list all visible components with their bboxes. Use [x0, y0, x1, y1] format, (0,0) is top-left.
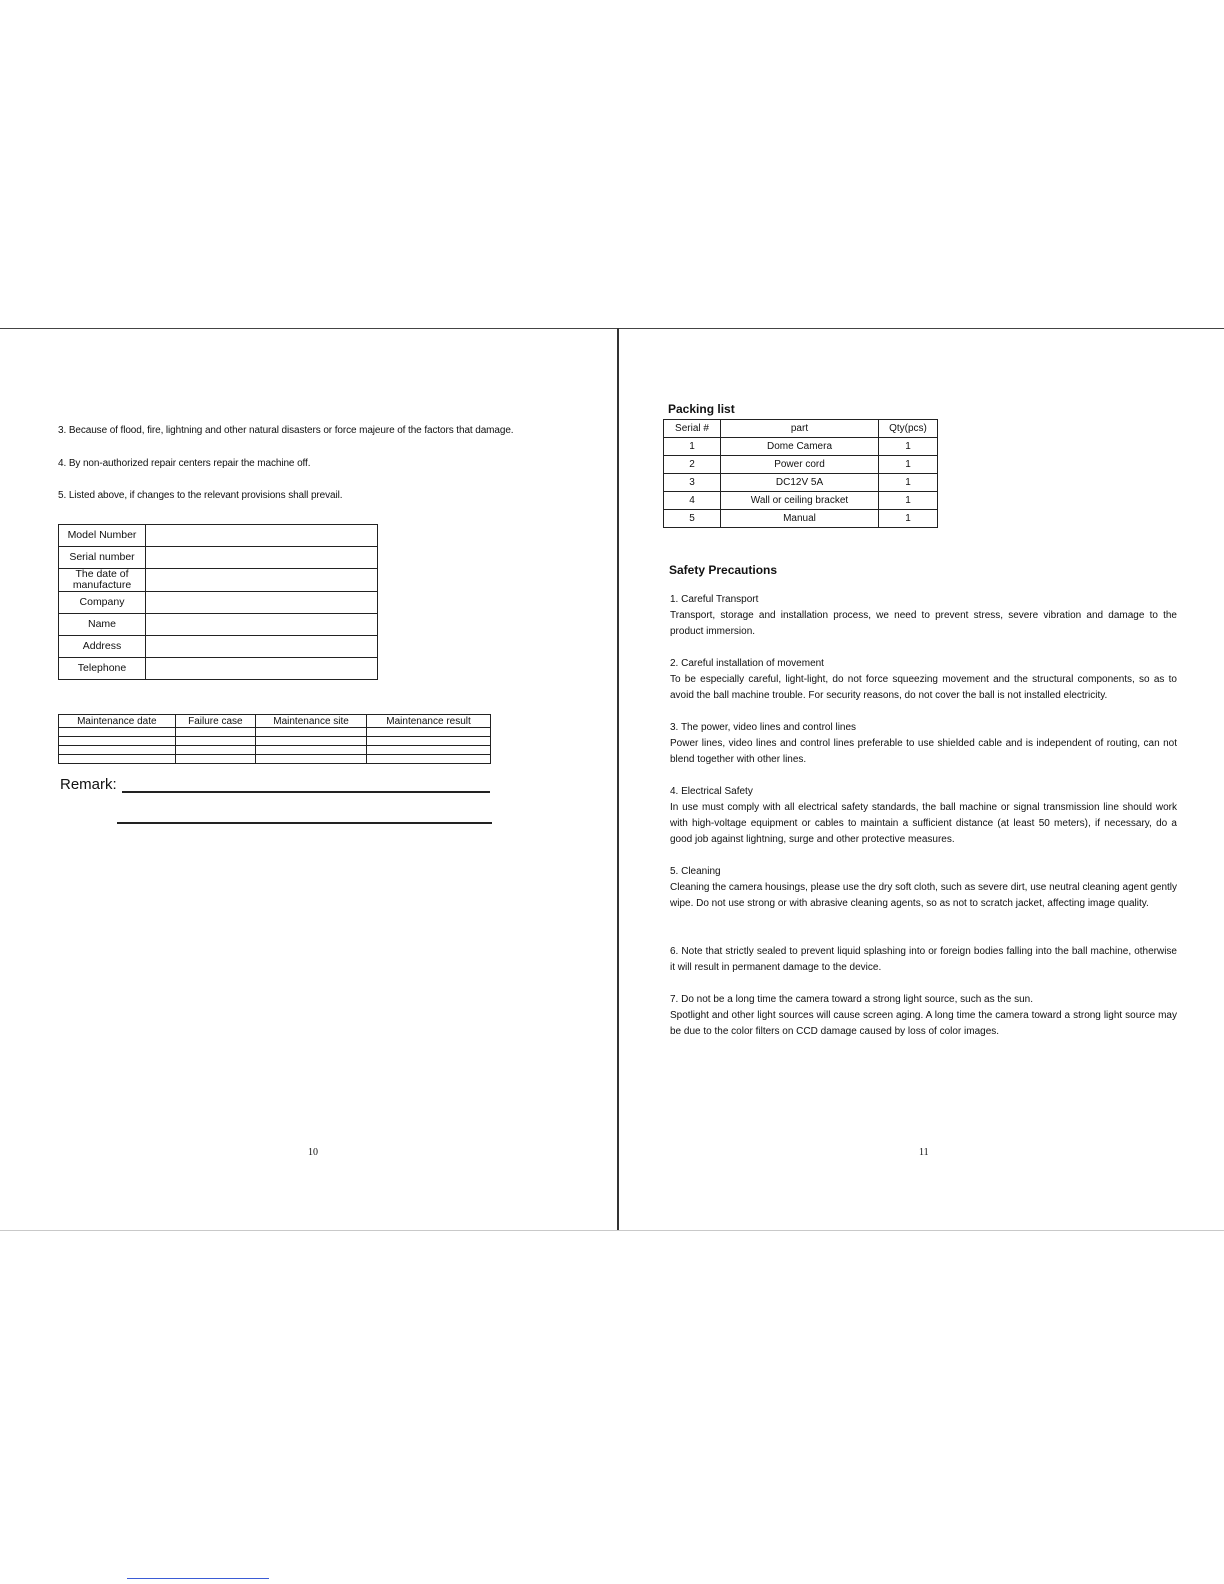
table-row [59, 755, 491, 764]
packing-list-title: Packing list [668, 402, 735, 416]
table-cell[interactable] [367, 728, 491, 737]
table-cell: 1 [664, 438, 721, 456]
column-header: Qty(pcs) [879, 420, 938, 438]
safety-item-heading: 1. Careful Transport [670, 594, 759, 605]
field-value-cell[interactable] [146, 547, 378, 569]
table-cell: 1 [879, 510, 938, 528]
safety-item [670, 720, 1177, 768]
remark-label: Remark: [60, 776, 117, 793]
safety-item-body: Power lines, video lines and control lines preferable to use shielded cable and is independent of routing, can not blend together with other lines. [670, 738, 1177, 765]
table-cell[interactable] [175, 728, 255, 737]
bottom-scan-edge [0, 1230, 1224, 1231]
field-label: Serial number [59, 547, 146, 569]
field-label: The date of manufacture [59, 569, 146, 592]
table-cell: Power cord [721, 456, 879, 474]
left-page [0, 329, 616, 1229]
table-row [664, 456, 938, 474]
table-cell[interactable] [175, 755, 255, 764]
table-cell[interactable] [367, 746, 491, 755]
column-header: part [721, 420, 879, 438]
safety-item-heading: 4. Electrical Safety [670, 786, 753, 797]
field-value-cell[interactable] [146, 614, 378, 636]
table-cell: 1 [879, 492, 938, 510]
clause-4: 4. By non-authorized repair centers repair the machine off. [58, 458, 311, 469]
safety-precautions-title: Safety Precautions [669, 563, 778, 577]
page-number: 11 [919, 1147, 929, 1158]
table-cell[interactable] [59, 755, 176, 764]
table-cell: Wall or ceiling bracket [721, 492, 879, 510]
table-row [59, 658, 378, 680]
table-cell: Manual [721, 510, 879, 528]
safety-item [670, 656, 1177, 704]
field-label: Name [59, 614, 146, 636]
safety-item-body: Spotlight and other light sources will cause screen aging. A long time the camera toward a strong light source may be due to the color filters on CCD damage caused by loss of color images. [670, 1010, 1177, 1037]
safety-item-heading: 5. Cleaning [670, 866, 721, 877]
field-label: Company [59, 592, 146, 614]
table-row [59, 614, 378, 636]
table-row [59, 525, 378, 547]
column-header: Failure case [175, 715, 255, 728]
table-cell: 2 [664, 456, 721, 474]
clause-3: 3. Because of flood, fire, lightning and other natural disasters or force majeure of the factors that damage. [58, 425, 514, 436]
field-value-cell[interactable] [146, 592, 378, 614]
safety-item [670, 944, 1177, 976]
field-label: Model Number [59, 525, 146, 547]
safety-item-heading: 7. Do not be a long time the camera toward a strong light source, such as the sun. [670, 994, 1033, 1005]
table-cell: 3 [664, 474, 721, 492]
table-cell: Dome Camera [721, 438, 879, 456]
field-value-cell[interactable] [146, 636, 378, 658]
table-cell: 1 [879, 438, 938, 456]
product-info-table [58, 524, 378, 680]
table-cell[interactable] [256, 746, 367, 755]
remark-line[interactable] [117, 822, 492, 824]
safety-item [670, 864, 1177, 912]
field-label: Address [59, 636, 146, 658]
table-cell: DC12V 5A [721, 474, 879, 492]
safety-item [670, 992, 1177, 1040]
right-page [620, 329, 1224, 1229]
column-header: Maintenance date [59, 715, 176, 728]
table-cell[interactable] [175, 737, 255, 746]
table-cell[interactable] [59, 737, 176, 746]
table-cell: 5 [664, 510, 721, 528]
table-cell[interactable] [175, 746, 255, 755]
clause-5: 5. Listed above, if changes to the relevant provisions shall prevail. [58, 490, 343, 501]
table-row [664, 510, 938, 528]
safety-item-body: 6. Note that strictly sealed to prevent liquid splashing into or foreign bodies falling into the ball machine, otherwise it will result in permanent damage to the device. [670, 946, 1177, 973]
table-row [664, 492, 938, 510]
field-value-cell[interactable] [146, 658, 378, 680]
table-cell[interactable] [59, 746, 176, 755]
table-row [59, 636, 378, 658]
table-row [59, 746, 491, 755]
table-cell[interactable] [59, 728, 176, 737]
column-header: Serial # [664, 420, 721, 438]
table-header-row [59, 715, 491, 728]
safety-item [670, 592, 1177, 640]
table-cell[interactable] [256, 755, 367, 764]
table-row [59, 569, 378, 592]
page-number: 10 [308, 1147, 318, 1158]
table-cell: 1 [879, 474, 938, 492]
table-row [59, 737, 491, 746]
table-header-row [664, 420, 938, 438]
packing-list-table [663, 419, 938, 528]
table-row [664, 474, 938, 492]
remark-line[interactable] [122, 791, 490, 793]
safety-item-heading: 2. Careful installation of movement [670, 658, 824, 669]
field-label: Telephone [59, 658, 146, 680]
safety-item-body: Transport, storage and installation process, we need to prevent stress, severe vibration and damage to the product immersion. [670, 610, 1177, 637]
safety-item-body: Cleaning the camera housings, please use the dry soft cloth, such as severe dirt, use neutral cleaning agent gently wipe. Do not use strong or with abrasive cleaning agents, so as not to scratch jacket, affecting image quality. [670, 882, 1177, 909]
table-cell[interactable] [256, 728, 367, 737]
table-cell[interactable] [367, 737, 491, 746]
safety-item [670, 784, 1177, 848]
table-cell: 4 [664, 492, 721, 510]
field-value-cell[interactable] [146, 569, 378, 592]
maintenance-table [58, 714, 491, 764]
safety-item-body: To be especially careful, light-light, do not force squeezing movement and the structural components, so as to avoid the ball machine trouble. For security reasons, do not cover the ball is not installed electricity. [670, 674, 1177, 701]
table-row [59, 592, 378, 614]
book-spine [617, 328, 619, 1231]
table-cell: 1 [879, 456, 938, 474]
table-row [59, 547, 378, 569]
safety-item-heading: 3. The power, video lines and control lines [670, 722, 857, 733]
safety-item-body: In use must comply with all electrical safety standards, the ball machine or signal transmission line should work with high-voltage equipment or cables to maintain a sufficient distance (at least 50 meters), if necessary, do a good job against lightning, surge and other protective measures. [670, 802, 1177, 845]
column-header: Maintenance result [367, 715, 491, 728]
table-row [59, 728, 491, 737]
table-cell[interactable] [367, 755, 491, 764]
table-cell[interactable] [256, 737, 367, 746]
blue-underline-mark [127, 1578, 269, 1579]
table-row [664, 438, 938, 456]
field-value-cell[interactable] [146, 525, 378, 547]
column-header: Maintenance site [256, 715, 367, 728]
